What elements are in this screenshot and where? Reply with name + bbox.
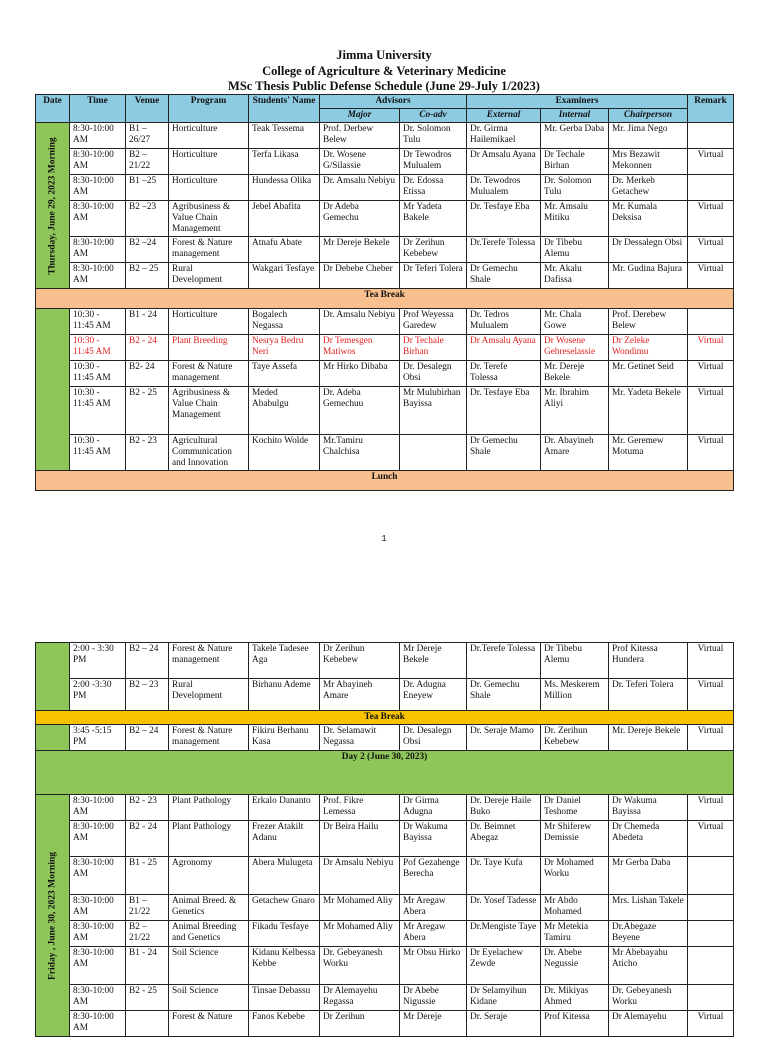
day2-title-row-label: Day 2 (June 30, 2023) xyxy=(36,751,734,795)
table-row xyxy=(36,123,734,149)
venue-cell: B2 - 24 xyxy=(126,335,169,361)
tea-break-row xyxy=(36,289,734,309)
time-cell: 3:45 -5:15 PM xyxy=(70,725,126,751)
chairperson-cell: Dr Wakuma Bayissa xyxy=(609,795,688,821)
table-row xyxy=(36,175,734,201)
student-cell: Teak Tessema xyxy=(249,123,320,149)
co-advisor-cell: Mr Obsu Hirko xyxy=(400,947,467,985)
internal-examiner-cell: Dr Tibebu Alemu xyxy=(541,643,609,679)
page-number: 1 xyxy=(381,534,387,544)
major-advisor-cell: Prof. Derbew Belew xyxy=(320,123,400,149)
external-examiner-cell: Dr. Yosef Tadesse xyxy=(467,895,541,921)
co-advisor-cell: Dr Tewodros Mulualem xyxy=(400,149,467,175)
program-cell: Agribusiness & Value Chain Management xyxy=(169,387,249,435)
college-title: College of Agriculture & Veterinary Medicine xyxy=(262,64,506,78)
external-examiner-cell: Dr.Terefe Tolessa xyxy=(467,643,541,679)
external-examiner-cell: Dr Amsalu Ayana xyxy=(467,149,541,175)
col-venue: Venue xyxy=(126,95,169,123)
remark-cell: Virtual xyxy=(688,1011,734,1037)
venue-cell: B2 – 25 xyxy=(126,263,169,289)
col-chair: Chairperson xyxy=(609,109,688,123)
table-row xyxy=(36,895,734,921)
internal-examiner-cell: Mr. Dereje Bekele xyxy=(541,361,609,387)
remark-cell: Virtual xyxy=(688,679,734,711)
venue-cell: B2 – 23 xyxy=(126,679,169,711)
chairperson-cell: Mrs. Lishan Takele xyxy=(609,895,688,921)
internal-examiner-cell: Dr Daniel Teshome xyxy=(541,795,609,821)
chairperson-cell: Dr. Gebeyanesh Worku xyxy=(609,985,688,1011)
table-row xyxy=(36,947,734,985)
student-cell: Fikadu Tesfaye xyxy=(249,921,320,947)
program-cell: Horticulture xyxy=(169,175,249,201)
program-cell: Horticulture xyxy=(169,123,249,149)
major-advisor-cell: Dr Amsalu Nebiyu xyxy=(320,857,400,895)
co-advisor-cell: Mr Aregaw Abera xyxy=(400,895,467,921)
student-cell: Fikiru Berhanu Kasa xyxy=(249,725,320,751)
external-examiner-cell: Dr. Beimnet Abegaz xyxy=(467,821,541,857)
time-cell: 10:30 - 11:45 AM xyxy=(70,387,126,435)
col-students: Students' Name xyxy=(249,95,320,123)
remark-cell xyxy=(688,309,734,335)
program-cell: Animal Breed. & Genetics xyxy=(169,895,249,921)
student-cell: Terfa Likasa xyxy=(249,149,320,175)
remark-cell xyxy=(688,985,734,1011)
internal-examiner-cell: Dr. Abayineh Amare xyxy=(541,435,609,471)
tea-break-row xyxy=(36,711,734,725)
time-cell: 8:30-10:00 AM xyxy=(70,947,126,985)
major-advisor-cell: Dr. Wosene G/Silassie xyxy=(320,149,400,175)
student-cell: Jebel Abafita xyxy=(249,201,320,237)
student-cell: Bogalech Negassa xyxy=(249,309,320,335)
remark-cell: Virtual xyxy=(688,795,734,821)
student-cell: Nesrya Bedru Neri xyxy=(249,335,320,361)
chairperson-cell: Dr Alemayehu xyxy=(609,1011,688,1037)
remark-cell: Virtual xyxy=(688,263,734,289)
external-examiner-cell: Dr. Girma Hailemikael xyxy=(467,123,541,149)
student-cell: Wakgari Tesfaye xyxy=(249,263,320,289)
internal-examiner-cell: Dr. Mikiyas Ahmed xyxy=(541,985,609,1011)
external-examiner-cell: Dr.Terefe Tolessa xyxy=(467,237,541,263)
chairperson-cell: Prof. Derebew Belew xyxy=(609,309,688,335)
venue-cell: B1 - 24 xyxy=(126,309,169,335)
co-advisor-cell: Dr Wakuma Bayissa xyxy=(400,821,467,857)
date-cell xyxy=(36,123,70,289)
internal-examiner-cell: Dr Techale Birhan xyxy=(541,149,609,175)
chairperson-cell: Dr Chemeda Abedeta xyxy=(609,821,688,857)
venue-cell: B1 - 25 xyxy=(126,857,169,895)
schedule-table-page2 xyxy=(35,642,734,1037)
table-row xyxy=(36,309,734,335)
internal-examiner-cell: Mr Metekia Tamiru xyxy=(541,921,609,947)
program-cell: Plant Breeding xyxy=(169,335,249,361)
co-advisor-cell: Dr Teferi Tolera xyxy=(400,263,467,289)
day2-title-row xyxy=(36,751,734,795)
internal-examiner-cell: Mr. Amsalu Mitiku xyxy=(541,201,609,237)
chairperson-cell: Mr. Yadeta Bekele xyxy=(609,387,688,435)
external-examiner-cell: Dr. Tedros Mulualem xyxy=(467,309,541,335)
remark-cell: Virtual xyxy=(688,335,734,361)
table-row xyxy=(36,795,734,821)
external-examiner-cell: Dr. Taye Kufa xyxy=(467,857,541,895)
co-advisor-cell: Dr. Solomon Tulu xyxy=(400,123,467,149)
co-advisor-cell: Mr Aregaw Abera xyxy=(400,921,467,947)
external-examiner-cell: Dr. Seraje Mamo xyxy=(467,725,541,751)
chairperson-cell: Mr. Dereje Bekele xyxy=(609,725,688,751)
venue-cell: B1 - 24 xyxy=(126,947,169,985)
program-cell: Soil Science xyxy=(169,947,249,985)
major-advisor-cell: Prof. Fikre Lemessa xyxy=(320,795,400,821)
col-time: Time xyxy=(70,95,126,123)
col-program: Program xyxy=(169,95,249,123)
internal-examiner-cell: Mr Abdo Mohamed xyxy=(541,895,609,921)
program-cell: Plant Pathology xyxy=(169,821,249,857)
program-cell: Rural Development xyxy=(169,263,249,289)
remark-cell xyxy=(688,947,734,985)
col-examiners: Examiners xyxy=(467,95,688,109)
major-advisor-cell: Dr Temesgen Matiwos xyxy=(320,335,400,361)
remark-cell: Virtual xyxy=(688,237,734,263)
internal-examiner-cell: Prof Kitessa xyxy=(541,1011,609,1037)
major-advisor-cell: Dr Adeba Gemechu xyxy=(320,201,400,237)
internal-examiner-cell: Mr. Akalu Dafissa xyxy=(541,263,609,289)
student-cell: Kidanu Kelbessa Kebbe xyxy=(249,947,320,985)
student-cell: Frezer Atakilt Adanu xyxy=(249,821,320,857)
remark-cell: Virtual xyxy=(688,725,734,751)
major-advisor-cell: Mr Dereje Bekele xyxy=(320,237,400,263)
program-cell: Plant Pathology xyxy=(169,795,249,821)
table-row xyxy=(36,335,734,361)
header-row xyxy=(36,95,734,109)
student-cell: Meded Ababulgu xyxy=(249,387,320,435)
chairperson-cell: Mr. Gudina Bajura xyxy=(609,263,688,289)
chairperson-cell: Mrs Bezawit Mekonnen xyxy=(609,149,688,175)
co-advisor-cell: Dr Abebe Nigussie xyxy=(400,985,467,1011)
student-cell: Fanos Kebebe xyxy=(249,1011,320,1037)
external-examiner-cell: Dr Amsalu Ayana xyxy=(467,335,541,361)
external-examiner-cell: Dr. Gemechu Shale xyxy=(467,679,541,711)
major-advisor-cell: Dr. Amsalu Nebiyu xyxy=(320,309,400,335)
col-external: External xyxy=(467,109,541,123)
program-cell: Horticulture xyxy=(169,309,249,335)
student-cell: Kochito Wolde xyxy=(249,435,320,471)
tea-break-row-label: Tea Break xyxy=(36,711,734,725)
external-examiner-cell: Dr Gemechu Shale xyxy=(467,435,541,471)
program-cell: Soil Science xyxy=(169,985,249,1011)
external-examiner-cell: Dr. Terefe Tolessa xyxy=(467,361,541,387)
student-cell: Tinsae Debassu xyxy=(249,985,320,1011)
chairperson-cell: Mr Gerba Daba xyxy=(609,857,688,895)
internal-examiner-cell: Dr. Abebe Negussie xyxy=(541,947,609,985)
major-advisor-cell: Dr Zerihun Kebebew xyxy=(320,643,400,679)
student-cell: Atnafu Abate xyxy=(249,237,320,263)
time-cell: 10:30 - 11:45 AM xyxy=(70,335,126,361)
venue-cell: B2 –24 xyxy=(126,237,169,263)
time-cell: 8:30-10:00 AM xyxy=(70,921,126,947)
chairperson-cell: Dr. Teferi Tolera xyxy=(609,679,688,711)
venue-cell: B1 – 21/22 xyxy=(126,895,169,921)
major-advisor-cell: Dr. Gebeyanesh Worku xyxy=(320,947,400,985)
remark-cell: Virtual xyxy=(688,361,734,387)
time-cell: 8:30-10:00 AM xyxy=(70,795,126,821)
venue-cell: B2 - 24 xyxy=(126,821,169,857)
internal-examiner-cell: Dr. Zerihun Kebebew xyxy=(541,725,609,751)
co-advisor-cell: Mr Yadeta Bakele xyxy=(400,201,467,237)
venue-cell: B2 - 25 xyxy=(126,387,169,435)
major-advisor-cell: Dr. Amsalu Nebiyu xyxy=(320,175,400,201)
time-cell: 8:30-10:00 AM xyxy=(70,895,126,921)
chairperson-cell: Mr. Kumala Deksisa xyxy=(609,201,688,237)
student-cell: Hundessa Olika xyxy=(249,175,320,201)
date-label: Thursday, June 29, 2023 Morning xyxy=(47,136,57,275)
external-examiner-cell: Dr. Tesfaye Eba xyxy=(467,201,541,237)
internal-examiner-cell: Dr Tibebu Alemu xyxy=(541,237,609,263)
major-advisor-cell: Mr Mohamed Aliy xyxy=(320,921,400,947)
time-cell: 2:00 -3:30 PM xyxy=(70,679,126,711)
chairperson-cell: Mr. Geremew Motuma xyxy=(609,435,688,471)
date-cell xyxy=(36,795,70,1037)
co-advisor-cell: Dr. Desalegn Obsi xyxy=(400,725,467,751)
col-remark: Remark xyxy=(688,95,734,123)
time-cell: 8:30-10:00 AM xyxy=(70,237,126,263)
venue-cell: B2 - 23 xyxy=(126,795,169,821)
major-advisor-cell: Mr Mohamed Aliy xyxy=(320,895,400,921)
time-cell: 8:30-10:00 AM xyxy=(70,985,126,1011)
program-cell: Forest & Nature management xyxy=(169,361,249,387)
major-advisor-cell: Dr Beira Hailu xyxy=(320,821,400,857)
remark-cell xyxy=(688,895,734,921)
major-advisor-cell: Mr Abayineh Amare xyxy=(320,679,400,711)
internal-examiner-cell: Ms. Meskerem Million xyxy=(541,679,609,711)
major-advisor-cell: Dr. Adeba Gemechuu xyxy=(320,387,400,435)
program-cell: Forest & Nature management xyxy=(169,237,249,263)
remark-cell xyxy=(688,921,734,947)
co-advisor-cell: Dr. Adugna Eneyew xyxy=(400,679,467,711)
co-advisor-cell: Mr Dereje xyxy=(400,1011,467,1037)
remark-cell xyxy=(688,123,734,149)
major-advisor-cell: Mr.Tamiru Chalchisa xyxy=(320,435,400,471)
venue-cell: B2 - 23 xyxy=(126,435,169,471)
table-row xyxy=(36,201,734,237)
internal-examiner-cell: Mr. Gerba Daba xyxy=(541,123,609,149)
internal-examiner-cell: Dr Mohamed Worku xyxy=(541,857,609,895)
external-examiner-cell: Dr. Dereje Haile Buko xyxy=(467,795,541,821)
co-advisor-cell: Dr. Desalegn Obsi xyxy=(400,361,467,387)
venue-cell: B2 – 21/22 xyxy=(126,149,169,175)
co-advisor-cell: Mr Mulubirhan Bayissa xyxy=(400,387,467,435)
external-examiner-cell: Dr Selamyihun Kidane xyxy=(467,985,541,1011)
co-advisor-cell: Prof Weyessa Garedew xyxy=(400,309,467,335)
time-cell: 8:30-10:00 AM xyxy=(70,857,126,895)
program-cell: Horticulture xyxy=(169,149,249,175)
remark-cell: Virtual xyxy=(688,149,734,175)
co-advisor-cell xyxy=(400,435,467,471)
external-examiner-cell: Dr.Mengiste Taye xyxy=(467,921,541,947)
table-row xyxy=(36,643,734,679)
table-row xyxy=(36,821,734,857)
remark-cell: Virtual xyxy=(688,435,734,471)
table-row xyxy=(36,387,734,435)
venue-cell: B2 – 21/22 xyxy=(126,921,169,947)
chairperson-cell: Dr Zeleke Wondimu xyxy=(609,335,688,361)
date-cell xyxy=(36,725,70,751)
time-cell: 8:30-10:00 AM xyxy=(70,201,126,237)
remark-cell: Virtual xyxy=(688,821,734,857)
student-cell: Erkalo Dananto xyxy=(249,795,320,821)
table-row xyxy=(36,725,734,751)
chairperson-cell: Mr Abebayahu Aticho xyxy=(609,947,688,985)
major-advisor-cell: Dr Alemayehu Regassa xyxy=(320,985,400,1011)
internal-examiner-cell: Dr Wosene Gebreselassie xyxy=(541,335,609,361)
col-advisors: Advisors xyxy=(320,95,467,109)
time-cell: 10:30 - 11:45 AM xyxy=(70,309,126,335)
lunch-row xyxy=(36,471,734,491)
venue-cell: B2 - 25 xyxy=(126,985,169,1011)
co-advisor-cell: Pof Gezahenge Berecha xyxy=(400,857,467,895)
major-advisor-cell: Dr. Selamawit Negassa xyxy=(320,725,400,751)
col-major: Major xyxy=(320,109,400,123)
table-row xyxy=(36,149,734,175)
schedule-title: MSc Thesis Public Defense Schedule (June 29-July 1/2023) xyxy=(228,79,540,93)
external-examiner-cell: Dr Eyelachew Zewde xyxy=(467,947,541,985)
chairperson-cell: Dr. Merkeb Getachew xyxy=(609,175,688,201)
tea-break-row-label: Tea Break xyxy=(36,289,734,309)
time-cell: 8:30-10:00 AM xyxy=(70,263,126,289)
table-row xyxy=(36,435,734,471)
internal-examiner-cell: Mr. Ibrahim Aliyi xyxy=(541,387,609,435)
major-advisor-cell: Mr Hirko Dibaba xyxy=(320,361,400,387)
student-cell: Getachew Gnaro xyxy=(249,895,320,921)
date-cell xyxy=(36,309,70,471)
table-row xyxy=(36,857,734,895)
program-cell: Agricultural Communication and Innovation xyxy=(169,435,249,471)
table-row xyxy=(36,263,734,289)
table-row xyxy=(36,679,734,711)
col-coadv: Co-adv xyxy=(400,109,467,123)
co-advisor-cell: Mr Dereje Bekele xyxy=(400,643,467,679)
external-examiner-cell: Dr. Tewodros Mulualem xyxy=(467,175,541,201)
venue-cell: B1 – 26/27 xyxy=(126,123,169,149)
program-cell: Agronomy xyxy=(169,857,249,895)
table-row xyxy=(36,361,734,387)
program-cell: Forest & Nature management xyxy=(169,725,249,751)
co-advisor-cell: Dr. Edossa Etissa xyxy=(400,175,467,201)
venue-cell: B2 – 24 xyxy=(126,725,169,751)
time-cell: 8:30-10:00 AM xyxy=(70,175,126,201)
chairperson-cell: Mr. Getinet Seid xyxy=(609,361,688,387)
time-cell: 10:30 - 11:45 AM xyxy=(70,361,126,387)
table-row xyxy=(36,237,734,263)
time-cell: 8:30-10:00 AM xyxy=(70,123,126,149)
co-advisor-cell: Dr Girma Adugna xyxy=(400,795,467,821)
external-examiner-cell: Dr Gemechu Shale xyxy=(467,263,541,289)
time-cell: 8:30-10:00 AM xyxy=(70,1011,126,1037)
table-row xyxy=(36,921,734,947)
major-advisor-cell: Dr Debebe Cheber xyxy=(320,263,400,289)
university-title: Jimma University xyxy=(336,48,432,62)
internal-examiner-cell: Mr. Chala Gowe xyxy=(541,309,609,335)
program-cell: Animal Breeding and Genetics xyxy=(169,921,249,947)
venue-cell: B2 –23 xyxy=(126,201,169,237)
co-advisor-cell: Dr Techale Birhan xyxy=(400,335,467,361)
external-examiner-cell: Dr. Seraje xyxy=(467,1011,541,1037)
external-examiner-cell: Dr. Tesfaye Eba xyxy=(467,387,541,435)
lunch-row-label: Lunch xyxy=(36,471,734,491)
remark-cell: Virtual xyxy=(688,643,734,679)
remark-cell: Virtual xyxy=(688,201,734,237)
internal-examiner-cell: Mr Shiferew Demissie xyxy=(541,821,609,857)
program-cell: Forest & Nature xyxy=(169,1011,249,1037)
remark-cell xyxy=(688,175,734,201)
program-cell: Agribusiness & Value Chain Management xyxy=(169,201,249,237)
student-cell: Taye Assefa xyxy=(249,361,320,387)
remark-cell xyxy=(688,857,734,895)
schedule-table-page1 xyxy=(35,94,734,491)
table-row xyxy=(36,985,734,1011)
time-cell: 8:30-10:00 AM xyxy=(70,149,126,175)
student-cell: Birhanu Ademe xyxy=(249,679,320,711)
chairperson-cell: Dr.Abegaze Beyene xyxy=(609,921,688,947)
date-label: Friday , June 30, 2023 Morning xyxy=(47,851,57,980)
program-cell: Forest & Nature management xyxy=(169,643,249,679)
time-cell: 8:30-10:00 AM xyxy=(70,821,126,857)
time-cell: 2:00 - 3:30 PM xyxy=(70,643,126,679)
venue-cell: B2 – 24 xyxy=(126,643,169,679)
col-date: Date xyxy=(36,95,70,123)
time-cell: 10:30 - 11:45 AM xyxy=(70,435,126,471)
major-advisor-cell: Dr Zerihun xyxy=(320,1011,400,1037)
remark-cell: Virtual xyxy=(688,387,734,435)
chairperson-cell: Prof Kitessa Hundera xyxy=(609,643,688,679)
date-cell xyxy=(36,643,70,711)
internal-examiner-cell: Dr. Solomon Tulu xyxy=(541,175,609,201)
student-cell: Takele Tadesee Aga xyxy=(249,643,320,679)
co-advisor-cell: Dr Zerihun Kebebew xyxy=(400,237,467,263)
program-cell: Rural Development xyxy=(169,679,249,711)
chairperson-cell: Dr Dessalegn Obsi xyxy=(609,237,688,263)
chairperson-cell: Mr. Jima Nego xyxy=(609,123,688,149)
col-internal: Internal xyxy=(541,109,609,123)
venue-cell: B2- 24 xyxy=(126,361,169,387)
venue-cell: B1 –25 xyxy=(126,175,169,201)
student-cell: Abera Mulugeta xyxy=(249,857,320,895)
